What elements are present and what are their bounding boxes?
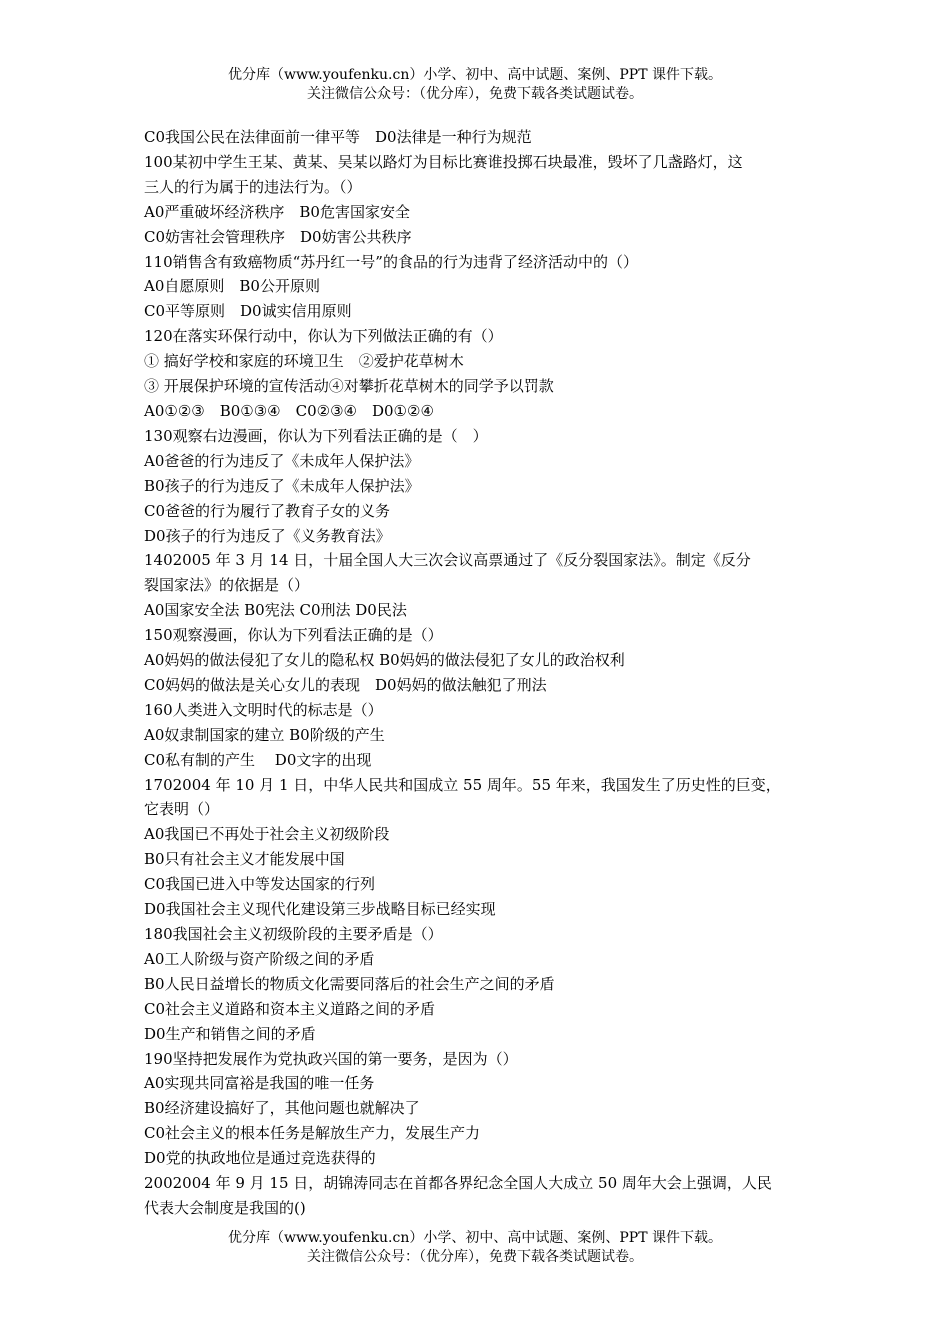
text-line: C0私有制的产生 D0文字的出现 bbox=[144, 750, 372, 769]
text-line: B0孩子的行为违反了《未成年人保护法》 bbox=[144, 476, 420, 495]
text-line: A0爸爸的行为违反了《未成年人保护法》 bbox=[144, 451, 420, 470]
text-line: A0自愿原则 B0公开原则 bbox=[144, 277, 320, 296]
text-line: B0人民日益增长的物质文化需要同落后的社会生产之间的矛盾 bbox=[144, 974, 555, 993]
text-line: B0经济建设搞好了，其他问题也就解决了 bbox=[144, 1099, 420, 1118]
text-line: C0平等原则 D0诚实信用原则 bbox=[144, 302, 352, 321]
text-line: D0生产和销售之间的矛盾 bbox=[144, 1024, 316, 1043]
text-line: 裂国家法》的依据是（） bbox=[144, 576, 310, 595]
page-footer bbox=[0, 1229, 950, 1267]
text-line: 190坚持把发展作为党执政兴国的第一要务，是因为（） bbox=[144, 1049, 518, 1068]
text-line: 1702004 年 10 月 1 日，中华人民共和国成立 55 周年。55 年来，我国发生了历史性的巨变， bbox=[144, 775, 781, 794]
text-line: A0奴隶制国家的建立 B0阶级的产生 bbox=[144, 725, 385, 744]
text-line: D0孩子的行为违反了《义务教育法》 bbox=[144, 526, 391, 545]
text-line: A0①②③ B0①③④ C0②③④ D0①②④ bbox=[144, 401, 434, 420]
text-line: D0党的执政地位是通过竞选获得的 bbox=[144, 1149, 376, 1168]
text-line: A0严重破坏经济秩序 B0危害国家安全 bbox=[144, 202, 410, 221]
footer-line-1: 优分库（www.youfenku.cn）小学、初中、高中试题、案例、PPT 课件下载。 bbox=[227, 1230, 722, 1246]
text-line: C0妈妈的做法是关心女儿的表现 D0妈妈的做法触犯了刑法 bbox=[144, 675, 547, 694]
text-line: 1402005 年 3 月 14 日，十届全国人大三次会议高票通过了《反分裂国家法》。制定《反分 bbox=[144, 551, 751, 570]
text-line: 130观察右边漫画，你认为下列看法正确的是（ ） bbox=[144, 426, 488, 445]
page-header bbox=[0, 66, 950, 104]
text-line: D0我国社会主义现代化建设第三步战略目标已经实现 bbox=[144, 900, 496, 919]
text-line: 110销售含有致癌物质“苏丹红一号”的食品的行为违背了经济活动中的（） bbox=[144, 252, 638, 271]
text-line: 三人的行为属于的违法行为。（） bbox=[144, 177, 362, 196]
text-line: A0妈妈的做法侵犯了女儿的隐私权 B0妈妈的做法侵犯了女儿的政治权利 bbox=[144, 651, 625, 670]
text-line: 它表明（） bbox=[144, 800, 220, 819]
text-line: 120在落实环保行动中，你认为下列做法正确的有（） bbox=[144, 327, 503, 346]
footer-line-2: 关注微信公众号：（优分库），免费下载各类试题试卷。 bbox=[307, 1249, 643, 1265]
text-line: C0社会主义道路和资本主义道路之间的矛盾 bbox=[144, 999, 436, 1018]
text-line: ③ 开展保护环境的宣传活动④对攀折花草树木的同学予以罚款 bbox=[144, 377, 554, 396]
header-line-1: 优分库（www.youfenku.cn）小学、初中、高中试题、案例、PPT 课件下载。 bbox=[227, 67, 722, 83]
text-line: C0妨害社会管理秩序 D0妨害公共秩序 bbox=[144, 227, 412, 246]
text-line: C0我国已进入中等发达国家的行列 bbox=[144, 875, 376, 894]
text-line: A0工人阶级与资产阶级之间的矛盾 bbox=[144, 949, 375, 968]
text-line: 150观察漫画，你认为下列看法正确的是（） bbox=[144, 626, 443, 645]
text-line: 2002004 年 9 月 15 日，胡锦涛同志在首都各界纪念全国人大成立 50 周年大会上强调，人民 bbox=[144, 1174, 772, 1193]
text-line: 160人类进入文明时代的标志是（） bbox=[144, 700, 383, 719]
text-line: C0我国公民在法律面前一律平等 D0法律是一种行为规范 bbox=[144, 128, 532, 146]
text-line: 代表大会制度是我国的() bbox=[144, 1198, 306, 1217]
text-line: 100某初中学生王某、黄某、吴某以路灯为目标比赛谁投掷石块最准，毁坏了几盏路灯，这 bbox=[144, 152, 743, 171]
text-line: B0只有社会主义才能发展中国 bbox=[144, 850, 345, 869]
document-body bbox=[144, 125, 824, 1221]
header-line-2: 关注微信公众号：（优分库），免费下载各类试题试卷。 bbox=[307, 86, 643, 102]
text-line: 180我国社会主义初级阶段的主要矛盾是（） bbox=[144, 925, 443, 943]
text-line: A0我国已不再处于社会主义初级阶段 bbox=[144, 825, 390, 844]
text-line: A0实现共同富裕是我国的唯一任务 bbox=[144, 1074, 375, 1093]
text-line: ① 搞好学校和家庭的环境卫生 ②爱护花草树木 bbox=[144, 352, 464, 371]
text-line: C0爸爸的行为履行了教育子女的义务 bbox=[144, 501, 391, 520]
text-line: C0社会主义的根本任务是解放生产力，发展生产力 bbox=[144, 1124, 481, 1143]
text-line: A0国家安全法 B0宪法 C0刑法 D0民法 bbox=[144, 601, 407, 620]
